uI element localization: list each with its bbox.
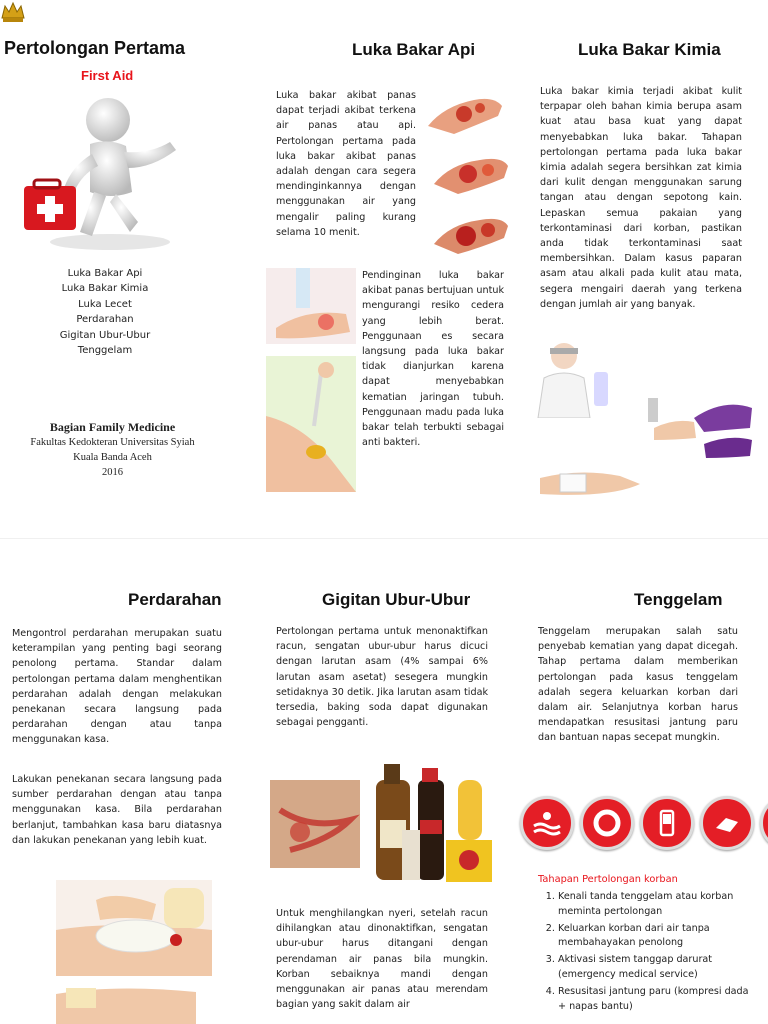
topic-item: Tenggelam [77, 345, 133, 357]
topic-item: Luka Bakar Api [67, 268, 143, 279]
panel5-paragraph-1: Pertolongan pertama untuk menonaktifkan racun, sengatan ubur-ubur harus dicuci dengan larutan asam (4% sampai 6% larutan asam asetat) sesegera mungkin setidaknya 30 detik. Jika larutan asam tidak tersedia, baking soda dapat digunakan sebagai pengganti. [276, 626, 488, 729]
bleeding-pressure-image [56, 880, 212, 976]
fold-divider [0, 538, 768, 539]
step-item: 2. Keluarkan korban dari air tanpa membahayakan penolong [558, 922, 750, 952]
jellyfish-sting-image [270, 780, 360, 868]
emergency-icons-row [520, 796, 768, 850]
steps-list [540, 890, 750, 1014]
step-item: 4. Resusitasi jantung paru (kompresi dada + napas bantu) [558, 985, 750, 1015]
panel4-paragraph-2: Lakukan penekanan secara langsung pada sumber perdarahan dengan atau tanpa menggunakan kasa. Bila perdarahan berlanjut, tambahkan kasa baru diatasnya dan lakukan penekanan yang lebih kuat. [12, 774, 222, 846]
city-name: Kuala Banda Aceh [73, 452, 152, 463]
panel3-title: Luka Bakar Kimia [578, 40, 721, 59]
panel2-paragraph-1: Luka bakar akibat panas dapat terjadi akibat terkena air panas atau api. Pertolongan pertama pada luka bakar akibat panas adalah dengan cara segera mendinginkannya dengan menggunakan air yang mengalir paling kurang selama 10 menit. [276, 90, 416, 238]
first-aid-figure-image [20, 92, 190, 252]
burned-hand-image-2 [430, 146, 510, 198]
drowning-icon [520, 796, 574, 850]
university-logo [0, 0, 26, 26]
phone-icon [640, 796, 694, 850]
bandaging-hand-image [540, 458, 650, 508]
panel1-subtitle: First Aid [81, 68, 134, 83]
panel6-paragraph-1: Tenggelam merupakan salah satu penyebab kematian yang dapat dicegah. Tahap pertama dalam memberikan pertolongan pada kasus tenggelam adalah segera keluarkan korban dari dalam air. Selanjutnya korban harus mendapatkan resusitasi jantung paru dan bantuan napas secepat mungkin. [538, 626, 738, 744]
step-item: 3. Aktivasi sistem tanggap darurat (emergency medical service) [558, 953, 750, 983]
topics-list [30, 266, 180, 358]
steps-title: Tahapan Pertolongan korban [538, 874, 678, 885]
bleeding-bandage-image [56, 984, 212, 1024]
steps-list-container [540, 890, 750, 1016]
burned-hand-image-1 [424, 86, 504, 138]
faculty-name: Fakultas Kedokteran Universitas Syiah [30, 437, 195, 448]
panel3-paragraph-1: Luka bakar kimia terjadi akibat kulit terpapar oleh bahan kimia berupa asam kuat atau basa kuat yang dapat menyebabkan luka bakar. Tahapan pertolongan pertama pada luka bakar kimia adalah segera bersihkan zat kimia dari kulit dengan menggunakan sarung tangan atau dengan sepotong kain. Lepaskan semua pakaian yang terkontaminasi dari korban, pastikan anda tidak terkontaminasi saat membersihkan. Dalam kasus paparan asam atau alkali pada kulit atau mata, segera mengairi daerah yang terkena dengan jumlah air yang banyak. [540, 86, 742, 310]
panel4-title: Perdarahan [128, 590, 222, 609]
panel2-title: Luka Bakar Api [352, 40, 476, 59]
panel2-paragraph-2: Pendinginan luka bakar akibat panas bertujuan untuk mengurangi resiko cedera yang lebih berat. Penggunaan es secara langsung pada luka bakar tidak dianjurkan karena dapat menyebabkan kematian jaringan tubuh. Penggunaan madu pada luka bakar telah terbukti sebagai anti bakteri. [362, 270, 504, 449]
cooling-burn-image [266, 268, 356, 344]
department-name: Bagian Family Medicine [49, 420, 176, 434]
topic-item: Perdarahan [76, 314, 134, 326]
lifebuoy-icon [580, 796, 634, 850]
heartbeat-icon [760, 796, 768, 850]
cpr-hands-icon [700, 796, 754, 850]
burned-hand-image-3 [430, 206, 510, 258]
panel4-paragraph-1: Mengontrol perdarahan merupakan suatu keterampilan yang penting bagi seorang penolong pertama. Standar dalam pertolongan pertama dalam menghentikan perdarahan adalah dengan melakukan penekanan secara langsung pada perdarahan dengan atau tanpa menggunakan kasa. [12, 628, 222, 746]
topic-item: Luka Bakar Kimia [61, 283, 149, 295]
vinegar-bottles-image [370, 760, 494, 884]
topic-item: Gigitan Ubur-Ubur [59, 329, 151, 341]
panel5-paragraph-2: Untuk menghilangkan nyeri, setelah racun dihilangkan atau dinonaktifkan, sengatan ubur-ubur harus ditangani dengan perendaman air panas bila mungkin. Korban sebaiknya mandi dengan menggunakan air panas atau merendam bagian yang sakit dalam air [276, 908, 488, 1011]
panel6-title: Tenggelam [634, 590, 723, 609]
panel1-title: Pertolongan Pertama [4, 38, 186, 58]
topic-item: Luka Lecet [78, 298, 132, 310]
chemical-handling-image [528, 338, 624, 418]
step-item: 1. Kenali tanda tenggelam atau korban meminta pertolongan [558, 890, 750, 920]
year: 2016 [102, 467, 123, 478]
gloved-hands-image [634, 388, 754, 468]
panel5-title: Gigitan Ubur-Ubur [322, 590, 471, 609]
honey-on-burn-image [266, 356, 356, 492]
